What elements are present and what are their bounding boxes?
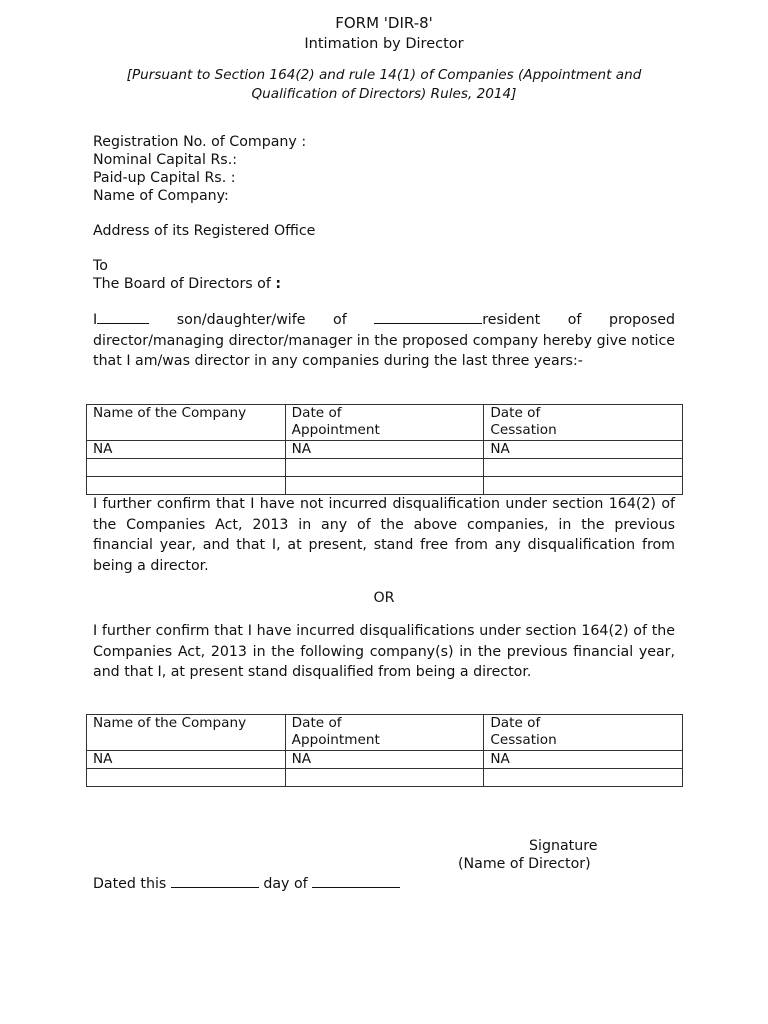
header-date-cessation: Date of Cessation [484, 715, 683, 751]
month-blank [312, 873, 400, 888]
table-cell: NA [285, 751, 484, 769]
table-cell [484, 769, 683, 787]
form-title: FORM 'DIR-8' [335, 14, 433, 32]
to-label: To [93, 258, 108, 274]
table-cell [87, 769, 286, 787]
paidup-capital-label: Paid-up Capital Rs. : [93, 170, 236, 186]
table-row [87, 751, 683, 769]
director-name-label: (Name of Director) [458, 856, 591, 872]
dated-prefix: Dated this [93, 876, 171, 892]
table-cell [285, 459, 484, 477]
relation-name-blank [374, 309, 482, 324]
header-company-name: Name of the Company [87, 715, 286, 751]
pursuant-line-1: [Pursuant to Section 164(2) and rule 14(1) of Companies (Appointment and [126, 67, 642, 83]
registration-no-label: Registration No. of Company : [93, 134, 307, 150]
table-header-row [87, 715, 683, 751]
registered-office-label: Address of its Registered Office [93, 223, 316, 239]
table-cell [87, 477, 286, 495]
board-text: The Board of Directors of [93, 276, 276, 292]
table-cell: NA [484, 441, 683, 459]
day-blank [171, 873, 259, 888]
nominal-capital-label: Nominal Capital Rs.: [93, 152, 237, 168]
table-row [87, 769, 683, 787]
header-date-cessation: Date of Cessation [484, 405, 683, 441]
confirm-no-disqualification: I further confirm that I have not incurred disqualification under section 164(2) of the Companies Act, 2013 in any of the above companies, in the previous financial year, and that I, at present, stand free from any disqualification from being a director. [93, 496, 675, 574]
declaration-i: I [93, 312, 98, 328]
declaration-paragraph [93, 309, 675, 372]
signature-label: Signature [529, 838, 598, 854]
company-name-label: Name of Company: [93, 188, 229, 204]
disqualification-table [86, 714, 683, 787]
table-row [87, 477, 683, 495]
table-row [87, 441, 683, 459]
table-cell: NA [285, 441, 484, 459]
table-cell [87, 459, 286, 477]
header-date-appointment: Date of Appointment [285, 405, 484, 441]
dated-middle: day of [258, 876, 313, 892]
board-of-directors-label: The Board of Directors of : [93, 276, 282, 292]
director-name-blank [97, 309, 149, 324]
pursuant-line-2: Qualification of Directors) Rules, 2014] [251, 86, 517, 102]
table-cell: NA [87, 751, 286, 769]
table-cell: NA [87, 441, 286, 459]
table-cell [285, 477, 484, 495]
header-company-name: Name of the Company [87, 405, 286, 441]
declaration-relation: son/daughter/wife of [149, 312, 375, 328]
dated-line [93, 873, 400, 893]
directorship-table [86, 404, 683, 495]
or-separator: OR [373, 590, 395, 606]
confirm-disqualification: I further confirm that I have incurred disqualifications under section 164(2) of the Companies Act, 2013 in the following company(s) in the previous financial year, and that I, at present stand disqualified from being a director. [93, 623, 675, 680]
pursuant-note [0, 66, 768, 104]
table-header-row [87, 405, 683, 441]
table-cell: NA [484, 751, 683, 769]
form-subtitle: Intimation by Director [304, 36, 464, 52]
declaration-text: resident of proposed director/managing director/manager in the proposed company hereby give notice that I am/was director in any companies during the last three years:- [93, 312, 675, 369]
table-cell [285, 769, 484, 787]
table-cell [484, 477, 683, 495]
table-row [87, 459, 683, 477]
header-date-appointment: Date of Appointment [285, 715, 484, 751]
table-cell [484, 459, 683, 477]
